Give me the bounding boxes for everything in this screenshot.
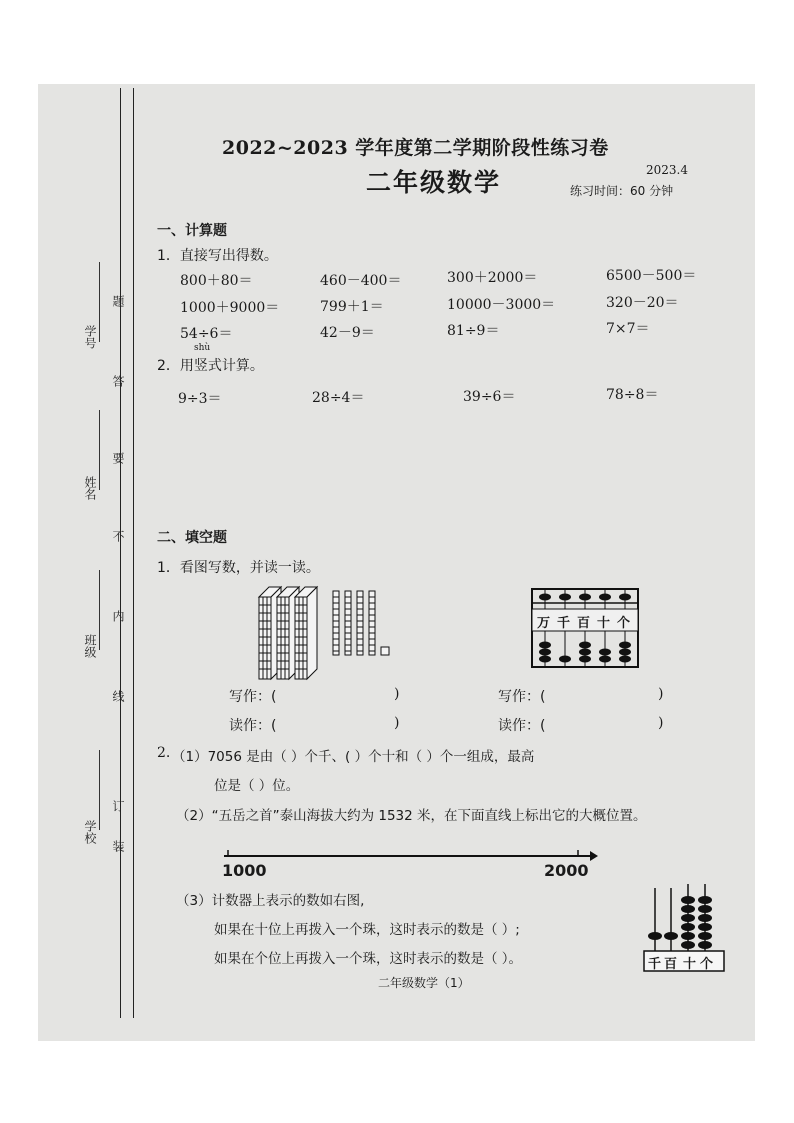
- page-footer: 二年级数学（1）: [378, 976, 470, 990]
- question-1-2-label: 2．用竖式计算。: [157, 358, 264, 374]
- vertical-calc-item: 39÷6＝: [463, 389, 516, 405]
- question-2-2-part3-line2: 如果在个位上再拨入一个珠，这时表示的数是（ ）。: [214, 951, 523, 967]
- field-student-id: 学号: [83, 325, 97, 349]
- exam-time: 练习时间：60 分钟: [570, 184, 674, 198]
- write-close-right: ): [658, 686, 664, 702]
- section-1-title: 一、计算题: [157, 223, 227, 239]
- question-2-2-part1-line1: （1）7056 是由（ ）个千、( ）个十和（ ）个一组成，最高: [172, 749, 535, 765]
- calc-item: 799＋1＝: [320, 299, 384, 315]
- calc-item: 1000＋9000＝: [180, 300, 280, 316]
- counter-label-ge: 个: [700, 957, 714, 972]
- read-label-left: 读作：(: [229, 718, 277, 734]
- field-student-id-blank: [99, 262, 100, 342]
- base-ten-blocks-image: [255, 585, 395, 685]
- calc-item: 7×7＝: [606, 321, 650, 337]
- binding-char: 要: [111, 452, 125, 464]
- read-label-right: 读作：(: [498, 718, 546, 734]
- thousand-cube-3: [295, 587, 317, 679]
- counter-label-qian: 千: [648, 957, 662, 972]
- abacus-label-qian: 千: [557, 616, 571, 631]
- calc-item: 42－9＝: [320, 325, 375, 341]
- subject-title: 二年级数学: [366, 168, 502, 197]
- vertical-calc-item: 78÷8＝: [606, 387, 659, 403]
- binding-line-left: [120, 88, 121, 1018]
- ten-rods: [333, 591, 375, 655]
- question-1-1-label: 1．直接写出得数。: [157, 248, 278, 264]
- abacus-label-wan: 万: [537, 616, 551, 631]
- unit-cube: [381, 647, 389, 655]
- calc-item: 460－400＝: [320, 273, 402, 289]
- read-close-right: ): [658, 715, 664, 731]
- calc-item: 81÷9＝: [447, 323, 500, 339]
- abacus-label-ge: 个: [617, 616, 631, 631]
- field-class-blank: [99, 570, 100, 650]
- binding-char: 题: [111, 295, 125, 307]
- binding-char: 不: [111, 530, 125, 542]
- question-2-2-part2: （2）“五岳之首”泰山海拔大约为 1532 米，在下面直线上标出它的大概位置。: [176, 808, 647, 824]
- question-2-2-part3-title: （3）计数器上表示的数如右图,: [176, 893, 365, 909]
- binding-char: 线: [111, 690, 125, 702]
- question-2-1-label: 1．看图写数，并读一读。: [157, 560, 320, 576]
- counter-label-bai: 百: [664, 957, 678, 972]
- read-close-left: ): [394, 715, 400, 731]
- abacus-label-bai: 百: [577, 616, 591, 631]
- calc-item: 10000－3000＝: [447, 297, 556, 313]
- calc-item: 6500－500＝: [606, 268, 697, 284]
- write-label-left: 写作：(: [229, 689, 277, 705]
- binding-char: 订: [111, 800, 125, 812]
- calc-item: 300＋2000＝: [447, 270, 538, 286]
- write-label-right: 写作：(: [498, 689, 546, 705]
- calc-item: 54÷6＝: [180, 326, 233, 342]
- binding-char: 答: [111, 375, 125, 387]
- abacus-label-shi: 十: [597, 616, 611, 631]
- field-school-blank: [99, 750, 100, 830]
- vertical-calc-item: 9÷3＝: [178, 391, 222, 407]
- exam-date: 2023.4: [646, 163, 688, 177]
- field-name-blank: [99, 410, 100, 490]
- number-line-start: 1000: [222, 861, 267, 880]
- vertical-calc-item: 28÷4＝: [312, 390, 365, 406]
- counter-label-shi: 十: [683, 957, 697, 972]
- binding-line-right: [133, 88, 134, 1018]
- binding-char: 装: [111, 840, 125, 852]
- field-class: 班级: [83, 634, 97, 658]
- question-2-2-part3-line1: 如果在十位上再拨入一个珠，这时表示的数是（ ）;: [214, 922, 520, 938]
- binding-char: 内: [111, 610, 125, 622]
- calc-item: 320－20＝: [606, 295, 679, 311]
- section-2-title: 二、填空题: [157, 530, 227, 546]
- calc-item: 800＋80＝: [180, 273, 253, 289]
- field-school: 学校: [83, 820, 97, 844]
- question-2-2-number: 2.: [157, 745, 171, 761]
- question-2-2-part1-line2: 位是（ ）位。: [214, 778, 300, 794]
- pinyin-annotation: shù: [194, 343, 211, 353]
- field-name: 姓名: [83, 476, 97, 500]
- exam-title: 2022~2023 学年度第二学期阶段性练习卷: [222, 137, 609, 159]
- number-line-end: 2000: [544, 861, 589, 880]
- write-close-left: ): [394, 686, 400, 702]
